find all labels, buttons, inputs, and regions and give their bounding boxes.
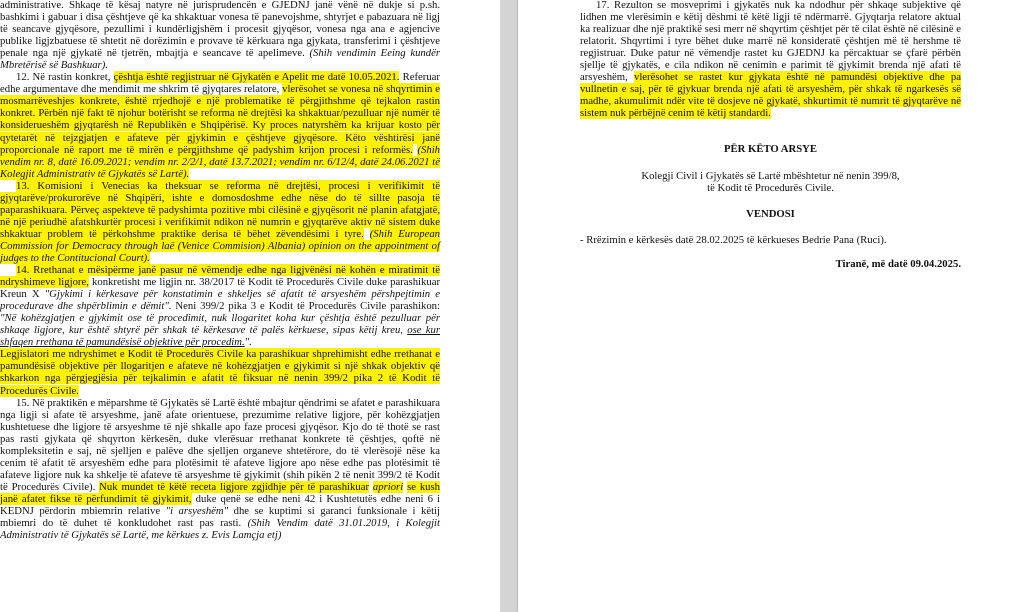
p14-text-1: konkretisht me ligjin nr. 38/2017 të Kodit të Procedurës Civile duke parashikuar Kreun X	[0, 276, 441, 301]
decision-text: - Rrëzimin e kërkesës datë 28.02.2025 të kërkueses Bedrie Pana (Ruci).	[580, 233, 887, 246]
p14-quote-1: "Gjykimi i kërkesave për konstatimin e shkeljes së afatit të arsyeshëm përshpejtimin e procedurave dhe shpërblimin e dëmit".	[0, 288, 440, 313]
page-gap	[500, 0, 518, 612]
p14-quote-2-end: ".	[244, 336, 252, 349]
p12-highlight-1: çështja është regjistruar në Gjykatën e Apelit me datë 10.05.2021.	[113, 71, 400, 84]
paragraph-15	[0, 397, 440, 542]
paragraph-17	[580, 0, 961, 119]
decision-heading: VENDOSI	[746, 207, 795, 220]
document-page-right	[518, 0, 1024, 612]
p11-text: administrative. Shkaqe të kësaj natyre në jurisprudencën e GJEDNJ janë vënë në dukje si p.sh. bashkimi i gabuar i disa çështjeve që ka shkaktuar vonesa të panevojshme, shtyrjet e pabazuara në ligj të seancave gjyqësore, pezullimi i kundërligjshëm i procesit gjyqësor, vonesa nga ana e agjencive publike ligjzbatuese të shtetit në dorëzimin e provave të kërkuara nga gjykata, transferimi i çështjeve penale nga një gjykatë në tjetrën, mbajtja e seancave të apelimeve.	[0, 0, 440, 60]
p12-text-1: 12. Në rastin konkret,	[16, 71, 114, 84]
p17-text: 17. Rezulton se mosveprimi i gjykatës nuk ka ndodhur për shkaqe subjektive që lidhen me vlerësimin e këtij dëshmi të këtë ligji të ndërmarrë. Gjyqtarja relatore aktual ka realizuar dhe një praktikë sesi merr në shqyrtim çështjet për të cilat është në cilësinë e relatorit. Shqyrtimi i tyre bëhet duke marrë në konsideratë çështjen më të hershme të regjistruar. Duke patur në vëmendje rastet ku GJEDNJ ka përcaktuar se çfarë përbën sjellje të gjykatës, e cila ndikon në cenimin e parimit të gjykimit brenda një afati të arsyeshëm,	[580, 0, 961, 84]
page-left-content	[0, 0, 440, 541]
p12-text-2: Referuar edhe argumentave dhe mendimit me shkrim të gjyqtares relatore,	[0, 71, 440, 96]
place-date: Tiranë, më datë 09.04.2025.	[835, 257, 961, 270]
p14-quote-2: "Në kohëzgjatjen e gjykimit ose të procedimit, nuk llogaritet koha kur çështja është pezulluar për shkaqe ligjore, kur është shtyrë për shkak të kërkesave të palës kërkuese, sipas këtij kreu,	[0, 312, 440, 337]
p15-text-1: 15. Në praktikën e mëparshme të Gjykatës së Lartë është mbajtur qëndrimi se afatet e parashikuara nga ligji si afate të arsyeshme, janë afate orientuese, prezumime relative ligjore, për kohëzgjatjen kushtetuese dhe ligjore të arsyeshme të një shkalle apo faze procesi gjyqësor. Kjo do të thotë se rast pas rasti gjykata që shqyrton kërkesën, duke vlerësuar rrethanat konkrete të çështjes, qoftë në kompleksitetin e saj, në sjelljen e palëve dhe sjelljen organeve shtetërore, do të vlerësojë nëse ka cenim të afatit të arsyeshëm edhe para plotësimit të afateve ligjore apo nëse edhe pas plotësimit të afateve ligjore nuk ka shkelje të afateve të arsyeshme të gjykimit (shih pikën 2 të nenit 399/2 të Kodit të Procedurës Civile).	[0, 396, 440, 493]
p13-citation: (Shih European Commission for Democracy through laë (Venice Commision) Albania) opinion on the appointment of judges to the Contitucional Court).	[0, 227, 441, 264]
p14-text-2: Neni 399/2 pika 3 e Kodit të Procedurës Civile parashikon:	[171, 300, 440, 313]
p15-highlight-1: Nuk mundet të këtë receta ligjore zgjidhje për të parashikuar	[99, 480, 370, 493]
p15-highlight-apriori: apriori	[372, 480, 404, 493]
legislator-highlight: Legjislatori me ndryshimet e Kodit të Procedurës Civile ka parashikuar shprehimisht edhe rrethanat e pamundësisë objektive për llogaritjen e afateve në kohëzgjatjen e gjykimit si një shkak objektiv që shkarkon nga përgjegjësia për tejkalimin e afatit të fiksuar në nenin 399/2 pika 2 të Kodit të Procedurës Civile.	[0, 348, 440, 397]
paragraph-legislator	[0, 348, 440, 396]
page-right-content	[580, 0, 961, 270]
document-page-left	[0, 0, 500, 612]
section-heading: PËR KËTO ARSYE	[723, 143, 818, 156]
p13-highlight: 13. Komisioni i Venecias ka theksuar se reforma në drejtësi, procesi i verifikimit të gjyqtarëve/prokurorëve në Shqipëri, ishte e domosdoshme edhe nëse do të sillte pasoja të paparashikuara. Përveç aspekteve të padyshimta pozitive mbi cilësinë e gjyqësorit në planin afatgjatë, në një periudhë afatshkurtër procesi i verifikimit ndikon në numrin e gjyqtarëve aktiv në sistem duke shkaktuar problem të përkohshme praktike derisa të bëhet zëvendësimi i tyre.	[0, 179, 440, 240]
paragraph-13	[0, 180, 440, 264]
p14-quote-2-underlined: ose kur shfaqen rrethana të pamundësisë objektive për procedim.	[0, 324, 440, 349]
p14-highlight: 14. Rrethanat e mësipërme janë pasur në vëmendje edhe nga ligjvënësi në kohën e miratimit të ndryshimeve ligjore,	[0, 264, 440, 289]
paragraph-12	[0, 71, 440, 179]
p17-highlight: vlerësohet se rastet kur gjykata është në pamundësi objektive dhe pa vullnetin e saj, për të gjykuar brenda një afati të arsyeshëm, për shkak të ngarkesës së madhe, akumulimit ndër vite të dosjeve në gjykatë, shkurtimit të numrit të gjyqtarëve në sistem nuk përbëjnë cenim të këtij standardi.	[580, 71, 962, 120]
p11-citation: (Shih vendimin Eeing kundër Mbretërisë së Bashkuar).	[0, 47, 441, 72]
paragraph-11-tail	[0, 0, 440, 71]
p15-quote: "i arsyeshëm"	[165, 504, 229, 517]
p15-text-2: duke qenë se edhe neni 42 i Kushtetutës edhe neni 6 i KEDNJ përdorin mbiemrin relative	[0, 492, 440, 517]
p15-highlight-2: se kush janë afatet fikse të përfundimit të gjykimit,	[0, 480, 441, 505]
p12-highlight-2: vlerësohet se vonesa në shqyrtimin e mosmarrëveshjes konkrete, është rrjedhojë e një problematike të përgjithshme që tejkalon rastin konkret. Përbën një fakt të njohur botërisht se reforma në drejtësi ka shkaktuar/pezulluar një numër të konsiderueshëm gjyqtarësh në Republikën e Shqipërisë. Ky proces natyrshëm ka krijuar kosto për qytetarët në tejzgjatjen e afateve për gjykimin e çështjeve gjyqësore. Këto vështirësi janë proporcionale në raport me të mirën e përgjithshme që padyshim krijon procesi i reformës.	[0, 83, 440, 156]
p15-citation: (Shih Vendim datë 31.01.2019, i Kolegjit Administrativ të Gjykatës së Lartë, me kërkues z. Evis Lamçja etj)	[0, 517, 440, 542]
p15-text-3: dhe se kuptimi si garanci funksionale i këtij mbiemri do të duhet të konkludohet rast pas rasti.	[0, 504, 440, 530]
college-statement: Kolegji Civil i Gjykatës së Lartë mbështetur në nenin 399/8, të Kodit të Procedurës Civile.	[641, 169, 900, 194]
paragraph-14	[0, 264, 440, 348]
p12-citation: (Shih vendim nr. 8, datë 16.09.2021; vendim nr. 2/2/1, datë 13.7.2021; vendim nr. 6/12/4, datë 24.06.2021 të Kolegjit Administrativ të Gjykatës së Lartë).	[0, 143, 441, 180]
